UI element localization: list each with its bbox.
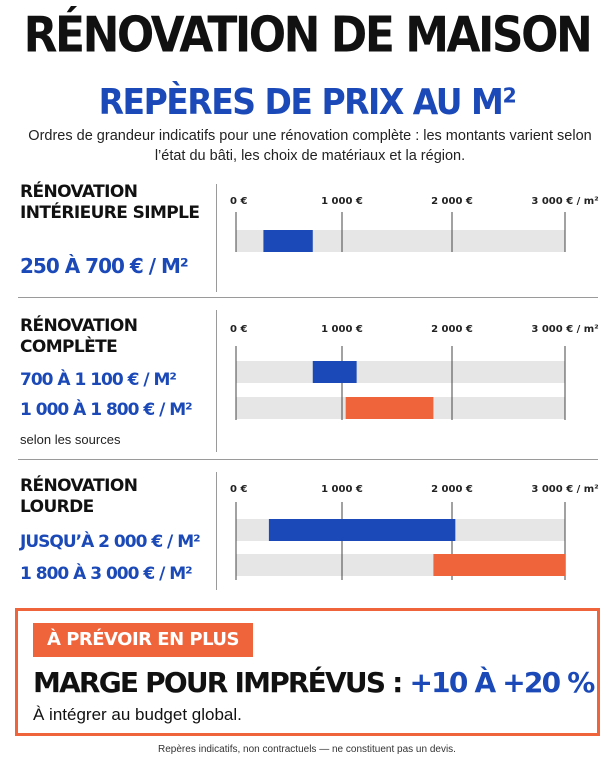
- range-label-complete-1: 700 À 1 100 € / M²: [20, 370, 176, 390]
- x-tick-label: 0 €: [230, 484, 248, 495]
- range-label-heavy-1: JUSQU’À 2 000 € / M²: [20, 532, 200, 552]
- range-label-simple: 250 À 700 € / M²: [20, 254, 188, 278]
- range-bar: [269, 519, 455, 541]
- range-bar: [263, 230, 312, 252]
- x-tick-label: 3 000 € / m²: [531, 484, 599, 495]
- x-tick-label: 1 000 €: [321, 484, 363, 495]
- intro-text: Ordres de grandeur indicatifs pour une rénovation complète : les montants varient selon l’état du bâti, les choix de matériaux et la région.: [28, 128, 592, 164]
- category-name-simple: RÉNOVATION INTÉRIEURE SIMPLE: [20, 182, 200, 223]
- extra-costs-callout: [15, 608, 600, 736]
- page-title: RÉNOVATION DE MAISON: [23, 6, 591, 65]
- x-tick-label: 0 €: [230, 196, 248, 207]
- x-tick-label: 0 €: [230, 324, 248, 335]
- x-tick-label: 2 000 €: [431, 196, 473, 207]
- disclaimer-footer: Repères indicatifs, non contractuels — ne constituent pas un devis.: [158, 744, 456, 755]
- contingency-margin: [33, 663, 594, 703]
- sources-note: selon les sources: [20, 432, 121, 447]
- range-label-heavy-2: 1 800 À 3 000 € / M²: [20, 564, 192, 584]
- x-tick-label: 2 000 €: [431, 484, 473, 495]
- page-subtitle: REPÈRES DE PRIX AU M²: [98, 80, 516, 123]
- category-name-complete: RÉNOVATION COMPLÈTE: [20, 316, 138, 357]
- range-bar: [346, 397, 434, 419]
- callout-subtext: À intégrer au budget global.: [33, 705, 242, 724]
- x-tick-label: 1 000 €: [321, 196, 363, 207]
- contingency-label: MARGE POUR IMPRÉVUS :: [33, 666, 410, 699]
- contingency-value: +10 À +20 %: [409, 666, 594, 699]
- x-tick-label: 1 000 €: [321, 324, 363, 335]
- bar-track: [236, 361, 565, 383]
- x-tick-label: 2 000 €: [431, 324, 473, 335]
- x-tick-label: 3 000 € / m²: [531, 196, 599, 207]
- range-bar: [313, 361, 357, 383]
- x-tick-label: 3 000 € / m²: [531, 324, 599, 335]
- category-name-heavy: RÉNOVATION LOURDE: [20, 476, 138, 517]
- extra-costs-badge: À PRÉVOIR EN PLUS: [33, 623, 253, 657]
- range-label-complete-2: 1 000 À 1 800 € / M²: [20, 400, 192, 420]
- range-bar: [433, 554, 565, 576]
